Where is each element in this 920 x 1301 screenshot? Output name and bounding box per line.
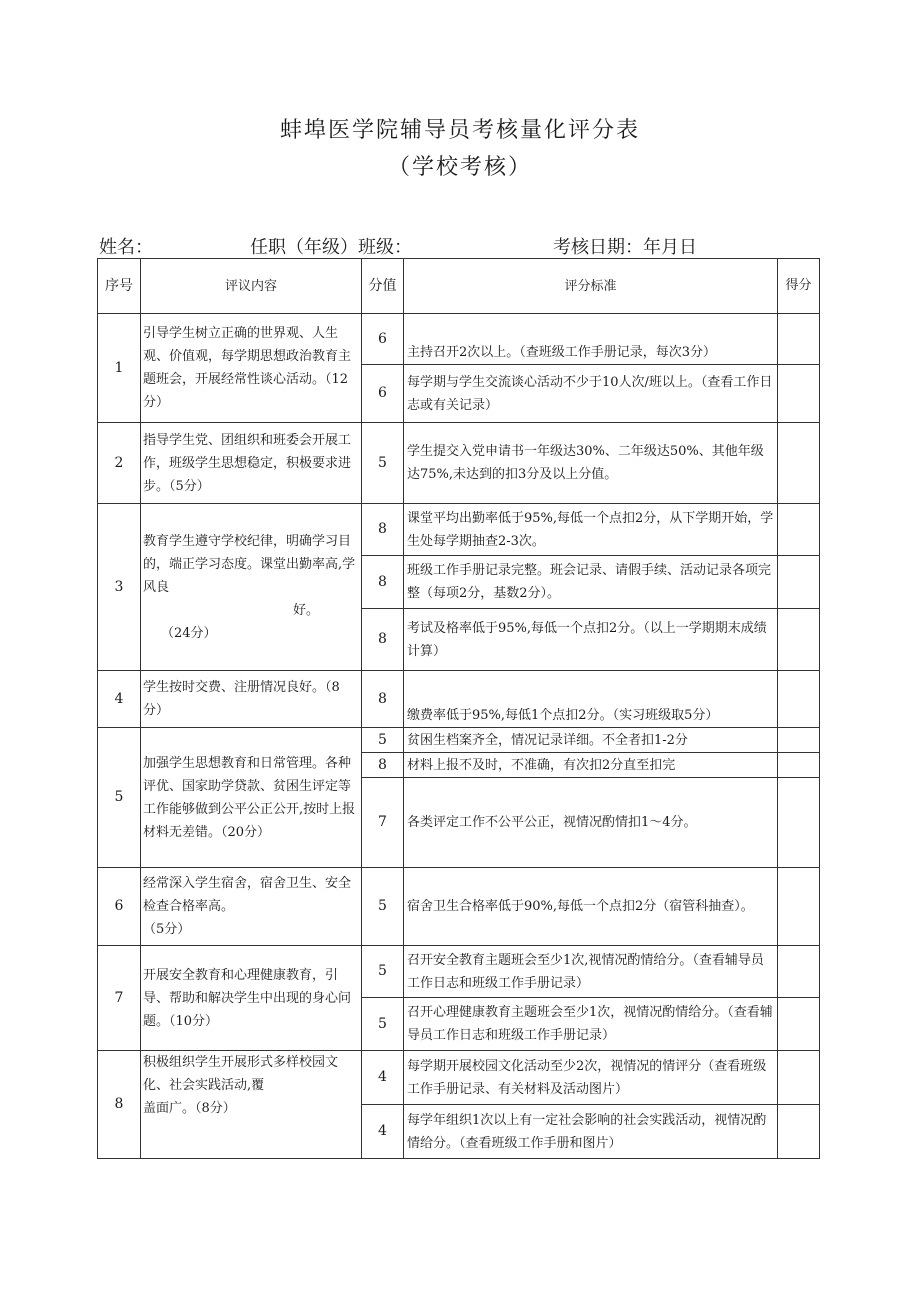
score-cell[interactable] xyxy=(778,778,820,868)
row-no: 3 xyxy=(98,504,141,671)
score-cell[interactable] xyxy=(778,609,820,671)
row-content xyxy=(141,1051,362,1159)
position-label: 任职（年级）班级： xyxy=(250,237,412,258)
row-content xyxy=(141,504,362,671)
table-row xyxy=(98,946,820,998)
row-criteria: 学生提交入党申请书一年级达30%、二年级达50%、其他年级达75%,未达到的扣3分及以上分值。 xyxy=(404,423,778,504)
row-criteria: 每学年组织1次以上有一定社会影响的社会实践活动，视情况酌情给分。（查看班级工作手册和图片） xyxy=(404,1105,778,1159)
score-cell[interactable] xyxy=(778,314,820,365)
table-row xyxy=(98,314,820,365)
table-row xyxy=(98,671,820,728)
score-cell[interactable] xyxy=(778,998,820,1051)
row-criteria: 材料上报不及时，不准确，有次扣2分直至扣完 xyxy=(404,753,778,778)
evaluation-table xyxy=(97,258,820,1159)
row-score: 8 xyxy=(362,609,404,671)
score-cell[interactable] xyxy=(778,946,820,998)
header-result: 得分 xyxy=(778,259,820,314)
row-criteria: 召开安全教育主题班会至少1次,视情况酌情给分。（查看辅导员工作日志和班级工作手册记录） xyxy=(404,946,778,998)
row-content xyxy=(141,868,362,946)
row-criteria: 每学期与学生交流谈心活动不少于10人次/班以上。（查看工作日志或有关记录） xyxy=(404,365,778,423)
table-row xyxy=(98,868,820,946)
row-score: 8 xyxy=(362,753,404,778)
row-criteria: 各类评定工作不公平公正，视情况酌情扣1～4分。 xyxy=(404,778,778,868)
row-content-main: 教育学生遵守学校纪律，明确学习目的，端正学习态度。课堂出勤率高,学风良 xyxy=(143,533,356,595)
row-score: 8 xyxy=(362,504,404,556)
row-criteria: 课堂平均出勤率低于95%,每低一个点扣2分，从下学期开始，学生处每学期抽查2-3次。 xyxy=(404,504,778,556)
row-content: 开展安全教育和心理健康教育，引导、帮助和解决学生中出现的身心问题。（10分） xyxy=(141,946,362,1051)
header-no: 序号 xyxy=(98,259,141,314)
score-cell[interactable] xyxy=(778,868,820,946)
row-score: 7 xyxy=(362,778,404,868)
row-criteria: 班级工作手册记录完整。班会记录、请假手续、活动记录各项完整（每项2分，基数2分）。 xyxy=(404,556,778,609)
header-content: 评议内容 xyxy=(141,259,362,314)
page-title: 蚌埠医学院辅导员考核量化评分表 xyxy=(279,118,640,143)
row-no: 8 xyxy=(98,1051,141,1159)
name-label: 姓名： xyxy=(99,237,153,258)
row-score: 6 xyxy=(362,314,404,365)
score-cell[interactable] xyxy=(778,365,820,423)
score-cell[interactable] xyxy=(778,1051,820,1105)
row-no: 6 xyxy=(98,868,141,946)
row-content-main: 经常深入学生宿舍，宿舍卫生、安全检查合格率高。 xyxy=(143,876,352,914)
row-content: 加强学生思想教育和日常管理。各种评优、国家助学贷款、贫困生评定等工作能够做到公平公正公开,按时上报材料无差错。（20分） xyxy=(141,728,362,868)
row-criteria: 贫困生档案齐全，情况记录详细。不全者扣1-2分 xyxy=(404,728,778,753)
row-score: 5 xyxy=(362,868,404,946)
row-content-points: （5分） xyxy=(143,922,191,937)
row-score: 5 xyxy=(362,998,404,1051)
row-no: 5 xyxy=(98,728,141,868)
row-content-end: 盖面广。（8分） xyxy=(143,1101,236,1116)
row-score: 5 xyxy=(362,728,404,753)
info-line xyxy=(99,233,819,259)
row-score: 5 xyxy=(362,423,404,504)
score-cell[interactable] xyxy=(778,728,820,753)
header-criteria: 评分标准 xyxy=(404,259,778,314)
row-criteria: 主持召开2次以上。（查班级工作手册记录，每次3分） xyxy=(404,314,778,365)
row-content: 引导学生树立正确的世界观、人生观、价值观，每学期思想政治教育主题班会，开展经常性谈心活动。（12分） xyxy=(141,314,362,423)
row-no: 4 xyxy=(98,671,141,728)
page-subtitle: （学校考核） xyxy=(387,155,532,180)
table-row xyxy=(98,1051,820,1105)
row-criteria: 召开心理健康教育主题班会至少1次，视情况酌情给分。（查看辅导员工作日志和班级工作手册记录） xyxy=(404,998,778,1051)
score-cell[interactable] xyxy=(778,1105,820,1159)
row-no: 7 xyxy=(98,946,141,1051)
date-label: 考核日期：年月日 xyxy=(553,237,697,258)
row-content-main: 积极组织学生开展形式多样校园文化、社会实践活动,覆 xyxy=(143,1055,339,1093)
score-cell[interactable] xyxy=(778,504,820,556)
row-criteria: 缴费率低于95%,每低1个点扣2分。（实习班级取5分） xyxy=(404,671,778,728)
table-row xyxy=(98,423,820,504)
score-cell[interactable] xyxy=(778,671,820,728)
score-cell[interactable] xyxy=(778,753,820,778)
row-criteria: 每学期开展校园文化活动至少2次，视情况的情评分（查看班级工作手册记录、有关材料及活动图片） xyxy=(404,1051,778,1105)
score-cell[interactable] xyxy=(778,423,820,504)
row-criteria: 宿舍卫生合格率低于90%,每低一个点扣2分（宿管科抽查）。 xyxy=(404,868,778,946)
row-content: 学生按时交费、注册情况良好。（8分） xyxy=(141,671,362,728)
row-score: 8 xyxy=(362,556,404,609)
row-content-end: 好。 xyxy=(293,602,320,618)
row-content-points: （24分） xyxy=(161,625,217,641)
table-header-row xyxy=(98,259,820,314)
row-criteria: 考试及格率低于95%,每低一个点扣2分。（以上一学期期末成绩计算） xyxy=(404,609,778,671)
score-cell[interactable] xyxy=(778,556,820,609)
row-score: 4 xyxy=(362,1051,404,1105)
row-score: 5 xyxy=(362,946,404,998)
row-no: 2 xyxy=(98,423,141,504)
row-content: 指导学生党、团组织和班委会开展工作，班级学生思想稳定，积极要求进步。（5分） xyxy=(141,423,362,504)
row-score: 8 xyxy=(362,671,404,728)
header-score: 分值 xyxy=(362,259,404,314)
row-no: 1 xyxy=(98,314,141,423)
row-score: 4 xyxy=(362,1105,404,1159)
table-row xyxy=(98,504,820,556)
table-row xyxy=(98,728,820,753)
row-score: 6 xyxy=(362,365,404,423)
